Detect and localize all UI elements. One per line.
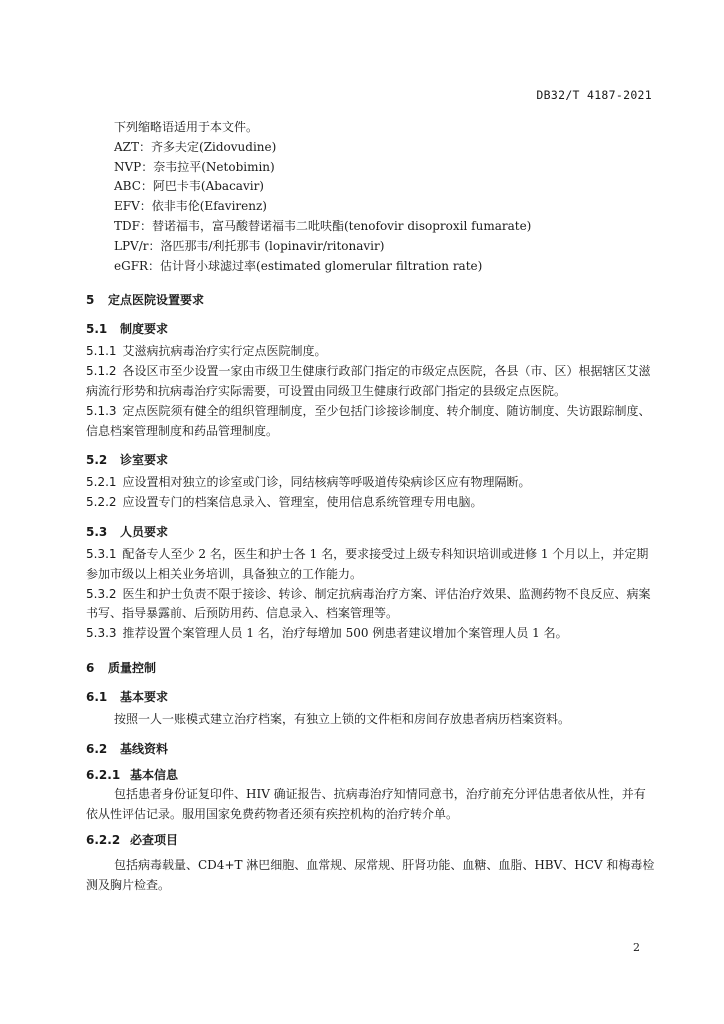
section-number: 5.2 [86,453,108,468]
section-title: 制度要求 [120,322,169,337]
section-6-heading [86,658,656,678]
clause-text: 应设置相对独立的诊室或门诊，同结核病等呼吸道传染病诊区应有物理隔断。 [122,475,531,490]
clause-number: 5.2.2 [86,495,117,510]
clause-5-3-1 [86,545,656,585]
section-title: 定点医院设置要求 [108,293,205,308]
clause-number: 5.1.3 [86,403,117,418]
paragraph-6-1: 按照一人一账模式建立治疗档案，有独立上锁的文件柜和房间存放患者病历档案资料。 [114,711,571,726]
clause-number: 5.1.1 [86,344,117,359]
clause-text: 医生和护士负责不限于接诊、转诊、制定抗病毒治疗方案、评估治疗效果、监测药物不良反应、病案书写、指导暴露前、后预防用药、信息录入、档案管理等。 [86,586,651,621]
page-number: 2 [633,941,640,954]
clause-text: 应设置专门的档案信息录入、管理室，使用信息系统管理专用电脑。 [122,495,483,510]
section-title: 人员要求 [120,524,169,539]
clause-text: 定点医院须有健全的组织管理制度，至少包括门诊接诊制度、转介制度、随访制度、失访跟踪制度、信息档案管理制度和药品管理制度。 [86,403,651,438]
clause-number: 5.3.1 [86,546,117,561]
section-title: 诊室要求 [120,453,169,468]
abbr-item: NVP：奈韦拉平(Netobimin) [114,159,275,174]
document-body [86,118,656,896]
abbr-item: EFV：依非韦伦(Efavirenz) [114,199,267,214]
clause-text: 推荐设置个案管理人员 1 名，治疗每增加 500 例患者建议增加个案管理人员 1 名。 [122,626,568,641]
section-title: 基本要求 [120,689,169,704]
section-title: 质量控制 [108,660,157,675]
section-number: 6.2 [86,741,108,756]
clause-number: 5.3.2 [86,586,117,601]
section-number: 6 [86,660,95,675]
paragraph-6-2-2: 包括病毒载量、CD4+T 淋巴细胞、血常规、尿常规、肝肾功能、血糖、血脂、HBV、HCV 和梅毒检测及胸片检查。 [86,858,655,893]
clause-number: 5.1.2 [86,364,117,379]
section-title: 必查项目 [130,833,179,848]
section-number: 6.2.2 [86,833,121,848]
clause-text: 艾滋病抗病毒治疗实行定点医院制度。 [122,344,327,359]
abbr-item: AZT：齐多夫定(Zidovudine) [114,139,277,154]
clause-5-1-2 [86,362,656,402]
section-number: 5 [86,293,95,308]
section-5-3-heading [86,522,656,542]
section-6-2-2-heading [86,830,656,850]
clause-5-3-3 [86,624,656,644]
section-number: 6.1 [86,689,108,704]
abbr-item: eGFR：估计肾小球滤过率(estimated glomerular filtration rate) [114,258,483,273]
section-6-1-heading [86,687,656,707]
abbr-item: ABC：阿巴卡韦(Abacavir) [114,179,264,194]
abbr-item: LPV/r：洛匹那韦/利托那韦 (lopinavir/ritonavir) [114,238,385,253]
section-title: 基本信息 [130,767,179,782]
section-number: 6.2.1 [86,767,121,782]
section-5-1-heading [86,319,656,339]
section-5-heading [86,290,656,310]
clause-5-1-1 [86,342,656,362]
abbr-item: TDF：替诺福韦，富马酸替诺福韦二吡呋酯(tenofovir disoproxil fumarate) [114,218,532,233]
clause-5-3-2 [86,585,656,625]
section-title: 基线资料 [120,741,169,756]
section-6-2-heading [86,739,656,759]
clause-text: 配备专人至少 2 名，医生和护士各 1 名，要求接受过上级专科知识培训或进修 1 个月以上，并定期参加市级以上相关业务培训，具备独立的工作能力。 [86,546,649,581]
section-5-2-heading [86,450,656,470]
document-code: DB32/T 4187-2021 [536,88,652,102]
clause-number: 5.2.1 [86,475,117,490]
abbr-intro: 下列缩略语适用于本文件。 [114,120,259,134]
clause-number: 5.3.3 [86,626,117,641]
section-6-2-1-heading [86,765,656,785]
clause-5-2-2 [86,493,656,513]
clause-5-2-1 [86,473,656,493]
paragraph-6-2-1: 包括患者身份证复印件、HIV 确证报告、抗病毒治疗知情同意书，治疗前充分评估患者依从性，并有依从性评估记录。服用国家免费药物者还须有疾控机构的治疗转介单。 [86,786,646,821]
clause-5-1-3 [86,402,656,442]
section-number: 5.3 [86,524,108,539]
clause-text: 各设区市至少设置一家由市级卫生健康行政部门指定的市级定点医院，各县（市、区）根据辖区艾滋病流行形势和抗病毒治疗实际需要，可设置由同级卫生健康行政部门指定的县级定点医院。 [86,364,651,398]
section-number: 5.1 [86,322,108,337]
